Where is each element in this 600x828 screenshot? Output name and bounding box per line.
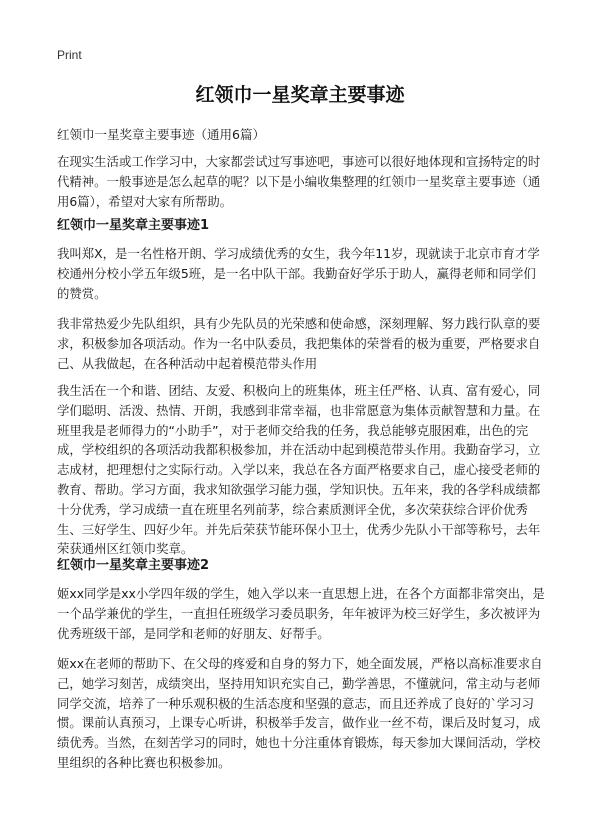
intro-paragraph: 在现实生活或工作学习中，大家都尝试过写事迹吧，事迹可以很好地体现和宣扬特定的时代精神。一般事迹是怎么起草的呢？以下是小编收集整理的红领巾一星奖章主要事迹（通用6篇），希望对大家有所帮助。 [57, 154, 541, 209]
page-title: 红领巾一星奖章主要事迹 [195, 84, 405, 106]
section-2-paragraph-1: 姬xx同学是xx小学四年级的学生，她入学以来一直思想上进，在各个方面都非常突出，是一个品学兼优的学生，一直担任班级学习委员职务，年年被评为校三好学生，多次被评为优秀班级干部，是同学和老师的好朋友、好帮手。 [57, 586, 545, 641]
print-label[interactable]: Print [57, 48, 82, 62]
section-heading-2: 红领巾一星奖章主要事迹2 [57, 558, 210, 573]
section-1-paragraph-2: 我非常热爱少先队组织，具有少先队员的光荣感和使命感，深刻理解、努力践行队章的要求，积极参加各项活动。作为一名中队委员，我把集体的荣誉看的极为重要，严格要求自己、从我做起，在各种活动中起着模范带头作用 [57, 316, 541, 371]
section-heading-1: 红领巾一星奖章主要事迹1 [57, 218, 210, 233]
document-subtitle: 红领巾一星奖章主要事迹（通用6篇） [57, 127, 265, 142]
section-2-paragraph-2: 姬xx在老师的帮助下、在父母的疼爱和自身的努力下，她全面发展，严格以高标准要求自己，她学习刻苦，成绩突出，坚持用知识充实自己，勤学善思，不懂就问，常主动与老师同学交流，培养了一种乐观积极的生活态度和坚强的意志，而且还养成了良好的`学习习惯。课前认真预习，上课专心听讲，积极举手发言，做作业一丝不苟，课后及时复习，成绩优秀。当然，在刻苦学习的同时，她也十分注重体育锻炼，每天参加大课间活动，学校里组织的各种比赛也积极参加。 [57, 656, 543, 770]
section-1-paragraph-3: 我生活在一个和谐、团结、友爱、积极向上的班集体，班主任严格、认真、富有爱心，同学们聪明、活泼、热情、开朗，我感到非常幸福，也非常愿意为集体贡献智慧和力量。在班里我是老师得力的“小助手”，对于老师交给我的任务，我总能够克服困难，出色的完成，学校组织的各项活动我都积极参加，并在活动中起到模范带头作用。我勤奋学习，立志成材，把理想付之实际行动。入学以来，我总在各方面严格要求自己，虚心接受老师的教育、帮助。学习方面，我求知欲强学习能力强，学知识快。五年来，我的各学科成绩都十分优秀，学习成绩一直在班里名列前茅，综合素质测评全优，多次荣获综合评价优秀生、三好学生、四好少年。并先后荣获节能环保小卫士，优秀少先队小干部等称号，去年荣获通州区红领巾奖章。 [57, 383, 541, 557]
section-1-paragraph-1: 我叫郑X，是一名性格开朗、学习成绩优秀的女生，我今年11岁，现就读于北京市育才学校通州分校小学五年级5班，是一名中队干部。我勤奋好学乐于助人，赢得老师和同学们的赞赏。 [57, 246, 540, 301]
